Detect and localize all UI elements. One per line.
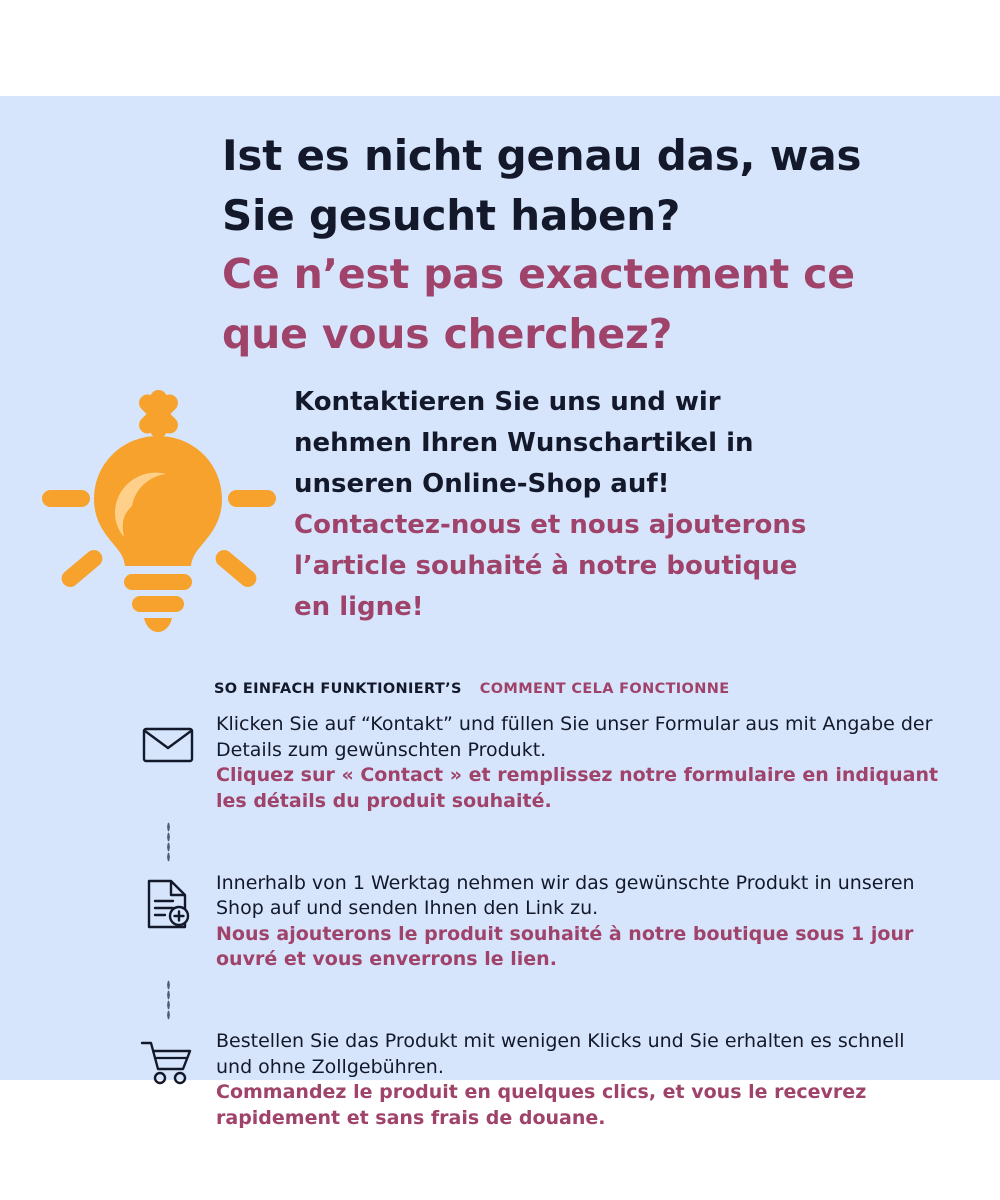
steps-heading-german: SO EINFACH FUNKTIONIERT’S: [214, 681, 462, 697]
lightbulb-icon: [32, 378, 282, 634]
step-text: [216, 1027, 940, 1132]
step-connector-2: [120, 973, 940, 1027]
headline-german-line-1: Ist es nicht genau das, was: [222, 131, 862, 180]
step-text: [216, 869, 940, 974]
lead-french-line-3: en ligne!: [294, 592, 424, 623]
step-connector-1: [120, 815, 940, 869]
headline-french-line-1: Ce n’est pas exactement ce: [222, 250, 855, 299]
steps-list: [120, 710, 940, 1132]
step-2-french: Nous ajouterons le produit souhaité à notre boutique sous 1 jour ouvré et vous enverrons le lien.: [216, 922, 914, 971]
lead-block: [294, 382, 934, 628]
steps-heading-french: COMMENT CELA FONCTIONNE: [479, 681, 730, 697]
step-3-french: Commandez le produit en quelques clics, et vous le recevrez rapidement et sans frais de douane.: [216, 1081, 867, 1130]
steps-heading: [214, 681, 729, 697]
step-3-german: Bestellen Sie das Produkt mit wenigen Klicks und Sie erhalten es schnell und ohne Zollgebühren.: [216, 1030, 905, 1078]
lead-german-line-2: nehmen Ihren Wunschartikel in: [294, 428, 754, 459]
dotted-connector-icon: [120, 815, 216, 869]
lead-german-line-3: unseren Online-Shop auf!: [294, 469, 670, 500]
step-1-french: Cliquez sur « Contact » et remplissez notre formulaire en indiquant les détails du produit souhaité.: [216, 764, 939, 812]
document-add-icon: [120, 869, 216, 933]
list-item: [120, 869, 940, 974]
step-1-german: Klicken Sie auf “Kontakt” und füllen Sie unser Formular aus mit Angabe der Details zum gewünschten Produkt.: [216, 713, 933, 761]
list-item: [120, 710, 940, 815]
headline-german-line-2: Sie gesucht haben?: [222, 190, 681, 240]
step-text: [216, 710, 940, 815]
lead-german-line-1: Kontaktieren Sie uns und wir: [294, 387, 721, 417]
shopping-cart-icon: [120, 1027, 216, 1091]
lead-french-line-2: l’article souhaité à notre boutique: [294, 551, 798, 582]
step-2-german: Innerhalb von 1 Werktag nehmen wir das gewünschte Produkt in unseren Shop auf und senden Ihnen den Link zu.: [216, 871, 915, 920]
envelope-icon: [120, 710, 216, 774]
headline-block: [222, 126, 922, 364]
dotted-connector-icon: [120, 973, 216, 1027]
list-item: [120, 1027, 940, 1132]
headline-french-line-2: que vous cherchez?: [222, 309, 673, 358]
lead-french-line-1: Contactez-nous et nous ajouterons: [294, 510, 807, 541]
